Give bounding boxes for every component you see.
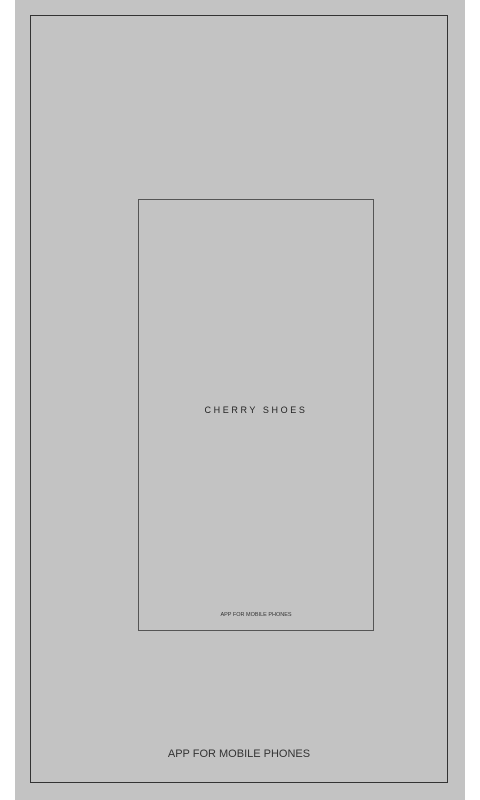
outer-frame — [30, 15, 448, 783]
brand-title: CHERRY SHOES — [204, 405, 308, 415]
splash-screen — [15, 0, 465, 800]
brand-card — [138, 199, 374, 631]
card-caption: APP FOR MOBILE PHONES — [220, 612, 292, 618]
footer-caption: APP FOR MOBILE PHONES — [167, 748, 311, 760]
